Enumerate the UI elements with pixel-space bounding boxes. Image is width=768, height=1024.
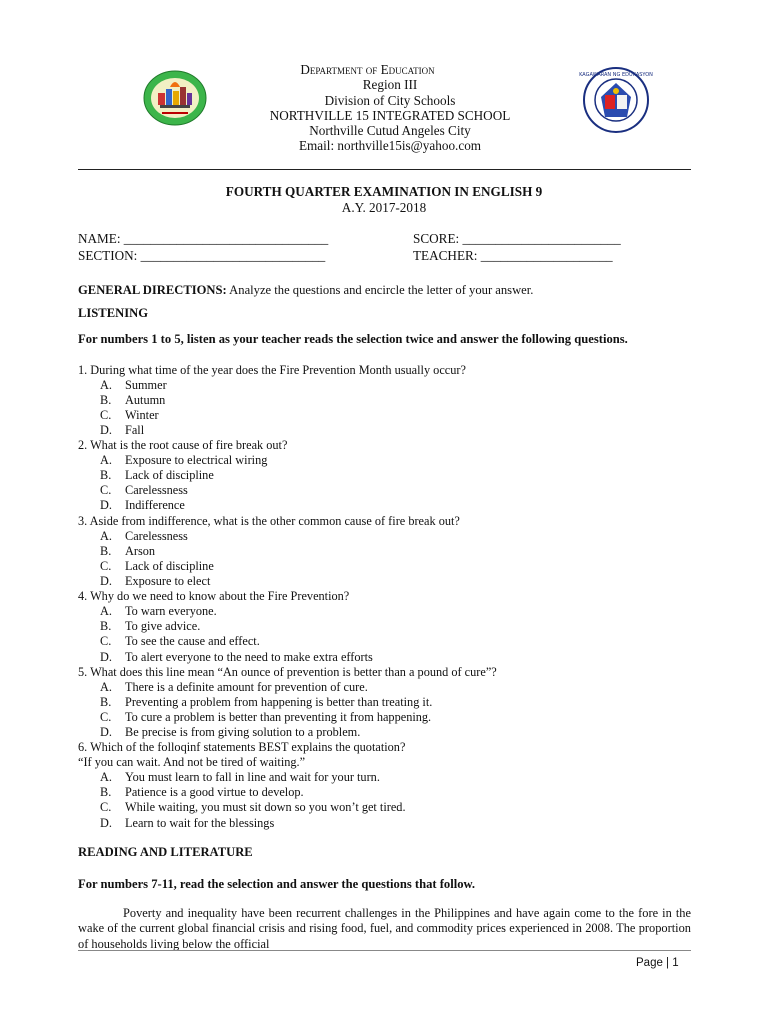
option-letter: C. (100, 483, 112, 497)
option-text: Arson (125, 544, 156, 558)
question-1: 1. During what time of the year does the Fire Prevention Month usually occur? (78, 363, 466, 377)
option-letter: B. (100, 393, 112, 407)
option-text: Summer (125, 378, 167, 392)
option-text: Exposure to electrical wiring (125, 453, 268, 467)
q1-option-c[interactable] (100, 408, 159, 423)
general-directions (78, 283, 691, 298)
option-letter: B. (100, 695, 112, 709)
option-letter: A. (100, 529, 112, 543)
option-letter: D. (100, 498, 112, 512)
question-2: 2. What is the root cause of fire break out? (78, 438, 288, 452)
reading-instructions: For numbers 7-11, read the selection and answer the questions that follow. (78, 877, 476, 891)
option-letter: C. (100, 559, 112, 573)
option-text: Autumn (125, 393, 166, 407)
option-text: Fall (125, 423, 145, 437)
q2-option-a[interactable] (100, 453, 267, 468)
school-email: Email: northville15is@yahoo.com (298, 138, 482, 154)
q3-option-d[interactable] (100, 574, 210, 589)
exam-title: FOURTH QUARTER EXAMINATION IN ENGLISH 9 (225, 184, 543, 199)
q1-option-d[interactable] (100, 423, 144, 438)
section-heading-reading: READING AND LITERATURE (78, 845, 253, 859)
option-text: Learn to wait for the blessings (125, 816, 275, 830)
question-5: 5. What does this line mean “An ounce of prevention is better than a pound of cure”? (78, 665, 497, 679)
option-text: Winter (125, 408, 159, 422)
q5-option-a[interactable] (100, 680, 368, 695)
option-text: To warn everyone. (125, 604, 217, 618)
option-text: Carelessness (125, 483, 188, 497)
option-letter: A. (100, 378, 112, 392)
option-text: To see the cause and effect. (125, 634, 260, 648)
option-text: Carelessness (125, 529, 188, 543)
question-3: 3. Aside from indifference, what is the other common cause of fire break out? (78, 514, 460, 528)
q3-option-c[interactable] (100, 559, 214, 574)
option-letter: D. (100, 650, 112, 664)
q3-option-b[interactable] (100, 544, 155, 559)
directions-label: GENERAL DIRECTIONS: (78, 283, 227, 297)
academic-year: A.Y. 2017-2018 (341, 200, 427, 215)
reading-passage: Poverty and inequality have been recurrent challenges in the Philippines and have again come to the fore in the wake of the current global financial crisis and rising food, fuel, and commodity prices experienced in 2008. The proportion of households living below the official (78, 906, 691, 951)
option-text: Lack of discipline (125, 559, 214, 573)
option-text: Patience is a good virtue to develop. (125, 785, 304, 799)
option-letter: C. (100, 634, 112, 648)
division: Division of City Schools (324, 92, 456, 108)
q2-option-b[interactable] (100, 468, 214, 483)
letterhead (180, 62, 600, 154)
section-heading-listening: LISTENING (78, 306, 148, 320)
q5-option-c[interactable] (100, 710, 431, 725)
option-letter: D. (100, 423, 112, 437)
option-letter: C. (100, 710, 112, 724)
option-text: To give advice. (125, 619, 201, 633)
directions-text: Analyze the questions and encircle the letter of your answer. (226, 283, 534, 297)
listening-instructions-text: For numbers 1 to 5, listen as your teacher reads the selection twice and answer the following questions (78, 332, 625, 346)
q2-option-d[interactable] (100, 498, 185, 513)
option-text: There is a definite amount for prevention of cure. (125, 680, 368, 694)
section-field[interactable]: SECTION: ____________________________ (78, 248, 326, 263)
option-text: Exposure to elect (125, 574, 211, 588)
q4-option-c[interactable] (100, 634, 260, 649)
q1-option-b[interactable] (100, 393, 165, 408)
school-address: Northville Cutud Angeles City (309, 123, 471, 139)
option-letter: C. (100, 800, 112, 814)
department-name: Department of Education (300, 62, 435, 77)
option-letter: D. (100, 574, 112, 588)
q5-option-b[interactable] (100, 695, 432, 710)
svg-text:KAGAWARAN NG EDUKASYON: KAGAWARAN NG EDUKASYON (579, 72, 653, 78)
name-field[interactable]: NAME: _______________________________ (78, 231, 329, 246)
option-letter: D. (100, 725, 112, 739)
option-text: You must learn to fall in line and wait for your turn. (125, 770, 380, 784)
option-text: Indifference (125, 498, 185, 512)
question-6: 6. Which of the folloqinf statements BEST explains the quotation? (78, 740, 406, 754)
page-number: Page | 1 (636, 957, 679, 969)
teacher-field[interactable]: TEACHER: ____________________ (413, 248, 613, 263)
question-6-quote: “If you can wait. And not be tired of waiting.” (78, 755, 306, 769)
listening-instructions: For numbers 1 to 5, listen as your teacher reads the selection twice and answer the following questions. (78, 332, 628, 346)
option-letter: B. (100, 544, 112, 558)
option-letter: B. (100, 785, 112, 799)
option-letter: A. (100, 770, 112, 784)
option-text: To cure a problem is better than preventing it from happening. (125, 710, 432, 724)
option-letter: B. (100, 468, 112, 482)
option-letter: A. (100, 604, 112, 618)
option-text: Preventing a problem from happening is better than treating it. (125, 695, 433, 709)
q2-option-c[interactable] (100, 483, 188, 498)
footer-divider (78, 950, 691, 951)
q6-option-c[interactable] (100, 800, 406, 815)
header-divider (78, 169, 691, 170)
q4-option-b[interactable] (100, 619, 200, 634)
option-letter: D. (100, 816, 112, 830)
q4-option-d[interactable] (100, 650, 373, 665)
option-text: To alert everyone to the need to make extra efforts (125, 650, 373, 664)
q3-option-a[interactable] (100, 529, 188, 544)
region: Region III (362, 77, 418, 93)
score-field[interactable]: SCORE: ________________________ (413, 231, 621, 246)
q5-option-d[interactable] (100, 725, 360, 740)
option-letter: A. (100, 453, 112, 467)
option-letter: B. (100, 619, 112, 633)
q6-option-a[interactable] (100, 770, 380, 785)
option-text: While waiting, you must sit down so you won’t get tired. (125, 800, 406, 814)
school-name: NORTHVILLE 15 INTEGRATED SCHOOL (269, 107, 511, 123)
q4-option-a[interactable] (100, 604, 217, 619)
q6-option-d[interactable] (100, 816, 274, 831)
q1-option-a[interactable] (100, 378, 167, 393)
question-4: 4. Why do we need to know about the Fire Prevention? (78, 589, 350, 603)
q6-option-b[interactable] (100, 785, 304, 800)
option-text: Be precise is from giving solution to a problem. (125, 725, 361, 739)
option-text: Lack of discipline (125, 468, 214, 482)
option-letter: C. (100, 408, 112, 422)
option-letter: A. (100, 680, 112, 694)
